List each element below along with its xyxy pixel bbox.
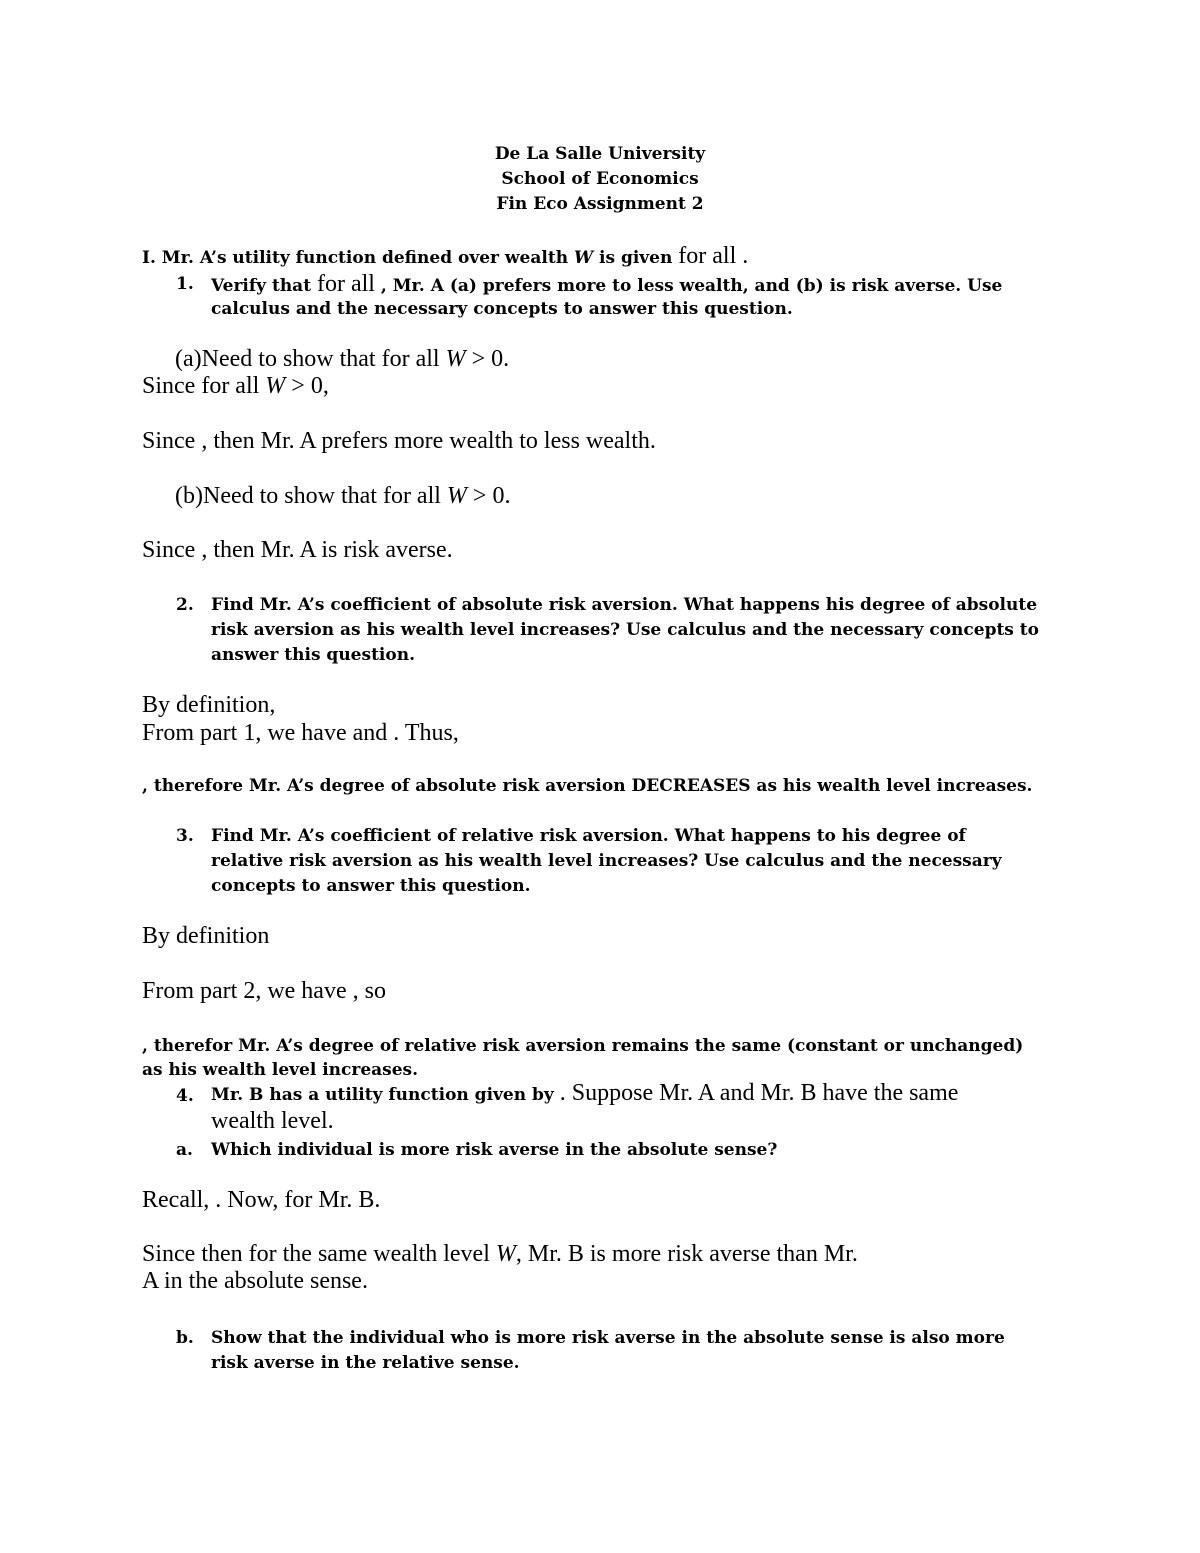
a1-line-4-w: W xyxy=(446,483,467,509)
assignment-title: Fin Eco Assignment 2 xyxy=(496,194,704,214)
q4-line-1 xyxy=(211,1080,958,1107)
q3-number: 3. xyxy=(176,826,194,846)
part-1-heading xyxy=(142,243,748,270)
q4b-line-2: risk averse in the relative sense. xyxy=(211,1353,520,1373)
a3-line-4: as his wealth level increases. xyxy=(142,1060,419,1080)
a2-line-1: By definition, xyxy=(142,692,276,718)
q1-line-1-c: , Mr. A (a) prefers more to less wealth, and (b) is risk averse. Use xyxy=(374,276,1003,296)
q4-line-2: wealth level. xyxy=(211,1108,334,1134)
a2-line-3: , therefore Mr. A’s degree of absolute risk aversion DECREASES as his wealth level increases. xyxy=(142,776,1033,796)
q2-number: 2. xyxy=(176,595,194,615)
a3-line-3: , therefor Mr. A’s degree of relative risk aversion remains the same (constant or unchanged) xyxy=(142,1036,1024,1056)
q1-number: 1. xyxy=(176,274,194,294)
q2-line-3: answer this question. xyxy=(211,645,415,665)
a1-line-2-a: Since for all xyxy=(142,373,266,399)
university-name: De La Salle University xyxy=(494,144,706,164)
part-1-number: I. xyxy=(142,248,156,268)
a1-line-5: Since , then Mr. A is risk averse. xyxy=(142,537,453,563)
a4a-line-2-a: Since then for the same wealth level xyxy=(142,1241,496,1267)
q4-line-1-a: Mr. B has a utility function given by xyxy=(211,1085,554,1105)
a1-line-1-a: (a)Need to show that for all xyxy=(175,346,446,372)
q3-line-3: concepts to answer this question. xyxy=(211,876,531,896)
q4a-letter: a. xyxy=(176,1140,193,1160)
q4b-line-1: Show that the individual who is more risk averse in the absolute sense is also more xyxy=(211,1328,1005,1348)
a4a-line-1: Recall, . Now, for Mr. B. xyxy=(142,1187,381,1213)
a1-line-2-b: > 0, xyxy=(285,373,329,399)
a1-line-3: Since , then Mr. A prefers more wealth to less wealth. xyxy=(142,428,656,454)
a4a-line-3: A in the absolute sense. xyxy=(142,1268,368,1294)
q1-line-1 xyxy=(211,271,1002,298)
a4a-line-2 xyxy=(142,1241,858,1268)
a1-line-2-w: W xyxy=(265,373,286,399)
a1-line-2 xyxy=(142,373,329,400)
q2-line-1: Find Mr. A’s coefficient of absolute risk aversion. What happens his degree of absolute xyxy=(211,595,1038,615)
q2-line-2: risk aversion as his wealth level increases? Use calculus and the necessary concepts to xyxy=(211,620,1039,640)
q1-line-1-b: for all xyxy=(316,271,375,297)
a1-line-4 xyxy=(175,483,510,510)
a1-line-1 xyxy=(175,346,509,373)
school-name: School of Economics xyxy=(501,169,699,189)
a1-line-1-b: > 0. xyxy=(465,346,510,372)
part-1-var-w: W xyxy=(573,248,594,268)
part-1-text-b: is given xyxy=(593,248,679,268)
q4-line-1-b: . Suppose Mr. A and Mr. B have the same xyxy=(553,1080,959,1106)
q3-line-2: relative risk aversion as his wealth level increases? Use calculus and the necessary xyxy=(211,851,1002,871)
a1-line-4-b: > 0. xyxy=(466,483,511,509)
a4a-line-2-b: , Mr. B is more risk averse than Mr. xyxy=(515,1241,858,1267)
q4a-text: Which individual is more risk averse in the absolute sense? xyxy=(211,1140,778,1160)
a3-line-2: From part 2, we have , so xyxy=(142,978,386,1004)
q4b-letter: b. xyxy=(176,1328,194,1348)
a2-line-2: From part 1, we have and . Thus, xyxy=(142,720,459,746)
part-1-text-a: Mr. A’s utility function defined over wealth xyxy=(161,248,574,268)
part-1-text-c: for all . xyxy=(678,243,749,269)
q1-line-2: calculus and the necessary concepts to answer this question. xyxy=(211,299,793,319)
a3-line-1: By definition xyxy=(142,923,270,949)
a4a-line-2-w: W xyxy=(495,1241,516,1267)
a1-line-4-a: (b)Need to show that for all xyxy=(175,483,447,509)
q4-number: 4. xyxy=(176,1086,194,1106)
a1-line-1-w: W xyxy=(445,346,466,372)
q1-line-1-a: Verify that xyxy=(211,276,317,296)
q3-line-1: Find Mr. A’s coefficient of relative risk aversion. What happens to his degree of xyxy=(211,826,966,846)
